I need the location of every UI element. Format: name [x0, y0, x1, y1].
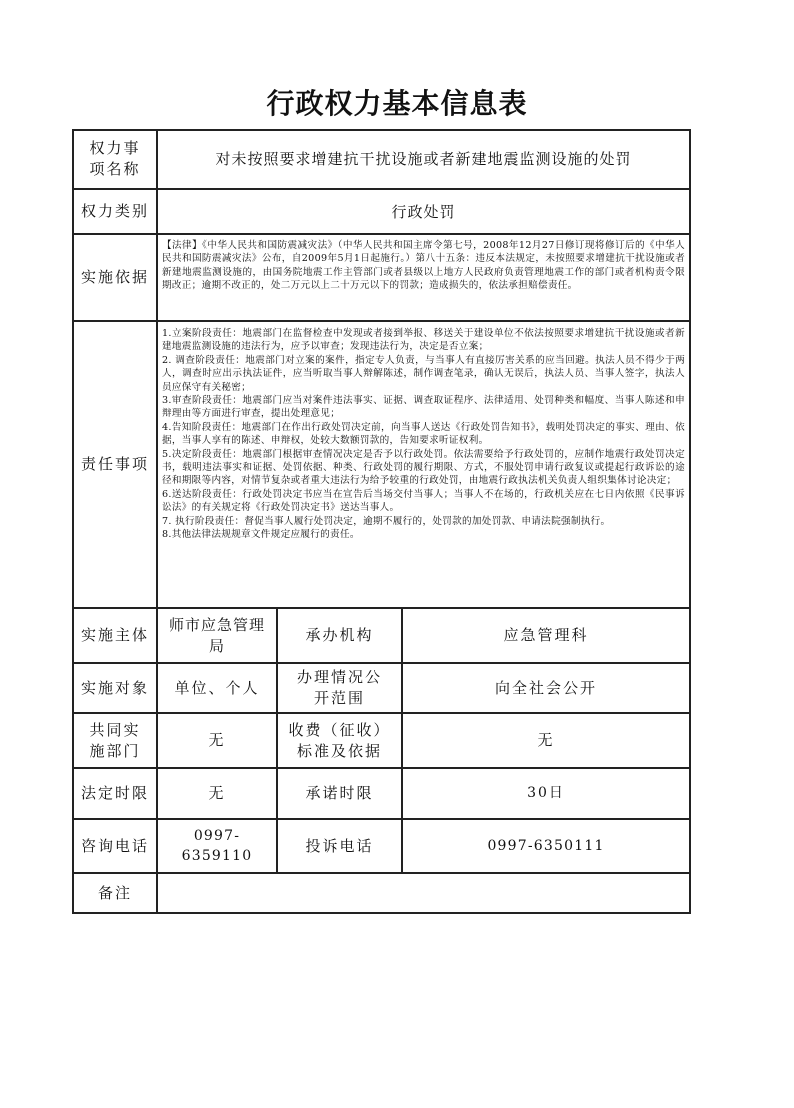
row-divider — [72, 233, 690, 235]
responsibility-item: 1.立案阶段责任：地震部门在监督检查中发现或者接到举报、移送关于建设单位不依法按照要求增建抗干扰设施或者新建地震监测设施的违法行为，应予以审查；发现违法行为，决定是否立案； — [162, 328, 685, 353]
responsibility-label: 责任事项 — [80, 455, 149, 473]
target-value: 单位、个人 — [174, 678, 260, 697]
fee-basis-value: 无 — [537, 731, 555, 749]
responsibility-list — [158, 324, 689, 607]
note-label: 备注 — [97, 883, 132, 902]
disclosure-scope-value: 向全社会公开 — [494, 678, 597, 697]
fee-basis-label: 收费（征收）标准及依据 — [288, 720, 391, 760]
handling-org-value: 应急管理科 — [503, 626, 589, 644]
responsibility-item: 8.其他法律法规规章文件规定应履行的责任。 — [162, 529, 360, 541]
table-border-bottom — [72, 912, 690, 914]
handling-org-label: 承办机构 — [305, 626, 374, 644]
complaint-phone-value: 0997-6350111 — [487, 838, 605, 854]
responsibility-item: 4.告知阶段责任：地震部门在作出行政处罚决定前，向当事人送达《行政处罚告知书》，载明处罚决定的事实、理由、依据，当事人享有的陈述、申辩权，处较大数额罚款的，告知要求听证权利。 — [162, 421, 685, 447]
disclosure-scope-label: 办理情况公开范围 — [296, 668, 382, 707]
complaint-phone-label: 投诉电话 — [305, 836, 374, 855]
note-value — [158, 874, 689, 912]
legal-time-limit-value: 无 — [208, 784, 226, 802]
power-category-value: 行政处罚 — [391, 202, 456, 221]
subject-label: 实施主体 — [80, 626, 149, 644]
power-category-label: 权力类别 — [80, 202, 149, 220]
basis-label: 实施依据 — [80, 268, 149, 286]
responsibility-item: 7. 执行阶段责任：督促当事人履行处罚决定，逾期不履行的，处罚款的加处罚款、申请法院强制执行。 — [162, 515, 611, 527]
table-border-right — [689, 129, 691, 914]
power-name-value: 对未按照要求增建抗干扰设施或者新建地震监测设施的处罚 — [215, 150, 632, 168]
promised-time-limit-value: 30日 — [527, 785, 565, 801]
target-label: 实施对象 — [80, 678, 149, 697]
row-divider — [72, 320, 690, 322]
joint-dept-label: 共同实施部门 — [89, 720, 141, 760]
legal-time-limit-label: 法定时限 — [80, 784, 149, 802]
promised-time-limit-label: 承诺时限 — [305, 784, 374, 802]
responsibility-item: 3.审查阶段责任：地震部门应当对案件违法事实、证据、调查取证程序、法律适用、处罚种类和幅度、当事人陈述和申辩理由等方面进行审查，提出处理意见； — [162, 395, 685, 420]
responsibility-item: 5.决定阶段责任：地震部门根据审查情况决定是否予以行政处罚。依法需要给予行政处罚的，应制作地震行政处罚决定书，载明违法事实和证据、处罚依据、种类、行政处罚的履行期限、方式，不服处罚申请行政复议或提起行政诉讼的途径和期限等内容，对情节复杂或者重大违法行为给予较重的行政处罚，由地震行政执法机关负责人组织集体讨论决定； — [162, 448, 685, 487]
page-title: 行政权力基本信息表 — [266, 87, 528, 120]
responsibility-item: 6.送达阶段责任：行政处罚决定书应当在宣告后当场交付当事人；当事人不在场的，行政机关应在七日内依照《民事诉讼法》的有关规定将《行政处罚决定书》送达当事人。 — [162, 488, 685, 514]
responsibility-item: 2. 调查阶段责任：地震部门对立案的案件，指定专人负责，与当事人有直接厉害关系的应当回避。执法人员不得少于两人，调查时应出示执法证件，应当听取当事人辩解陈述，制作调查笔录，确认无误后，执法人员、当事人签字，执法人员应保守有关秘密； — [162, 354, 685, 393]
consult-phone-value: 0997-6359110 — [181, 828, 253, 864]
subject-value: 师市应急管理局 — [168, 615, 265, 655]
consult-phone-label: 咨询电话 — [80, 836, 149, 855]
joint-dept-value: 无 — [208, 731, 226, 749]
basis-text: 【法律】《中华人民共和国防震减灾法》（中华人民共和国主席令第七号，2008年12月27日修订现将修订后的《中华人民共和国防震减灾法》公布，自2009年5月1日起施行。）第八十五条：违反本法规定，未按照要求增建抗干扰设施或者新建地震监测设施的，由国务院地震工作主管部门或者县级以上地方人民政府负责管理地震工作的部门或者机构责令限期改正；逾期不改正的，处二万元以上二十万元以下的罚款；造成损失的，依法承担赔偿责任。 — [162, 240, 685, 292]
power-name-label: 权力事项名称 — [89, 139, 141, 178]
